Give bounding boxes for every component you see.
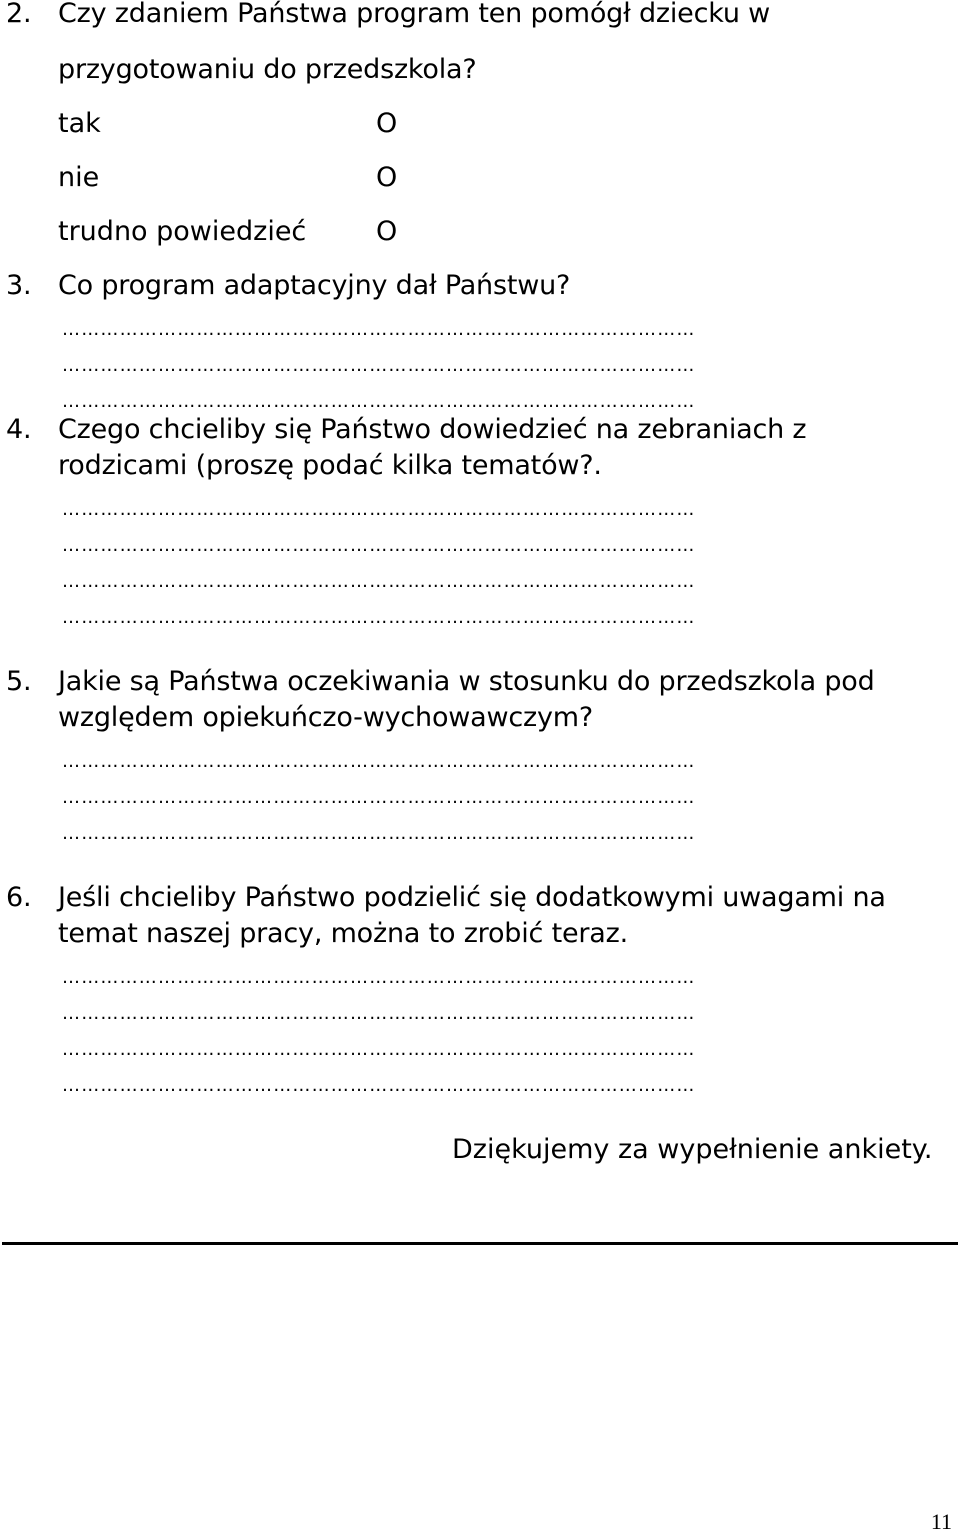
q4-text-line2: rodzicami (proszę podać kilka tematów?.	[58, 450, 602, 481]
q6-answer-line-2[interactable]: ………………………………………………………………………………………	[62, 1004, 696, 1024]
q5-answer-line-2[interactable]: ………………………………………………………………………………………	[62, 788, 696, 808]
closing-thanks: Dziękujemy za wypełnienie ankiety.	[452, 1134, 933, 1165]
q2-option-tak-radio[interactable]: O	[376, 108, 398, 139]
q3-number: 3.	[6, 270, 32, 301]
q3-answer-line-1[interactable]: ………………………………………………………………………………………	[62, 320, 696, 340]
q4-text-line1: Czego chcieliby się Państwo dowiedzieć na zebraniach z	[58, 414, 807, 445]
q6-text-line2: temat naszej pracy, można to zrobić teraz.	[58, 918, 628, 949]
q2-number: 2.	[6, 0, 32, 29]
q2-option-nie-radio[interactable]: O	[376, 162, 398, 193]
q6-answer-line-4[interactable]: ………………………………………………………………………………………	[62, 1076, 696, 1096]
q4-answer-line-1[interactable]: ………………………………………………………………………………………	[62, 500, 696, 520]
footer-rule	[2, 1242, 958, 1245]
q4-answer-line-2[interactable]: ………………………………………………………………………………………	[62, 536, 696, 556]
q5-answer-line-3[interactable]: ………………………………………………………………………………………	[62, 824, 696, 844]
q6-text-line1: Jeśli chcieliby Państwo podzielić się dodatkowymi uwagami na	[58, 882, 886, 913]
q4-answer-line-3[interactable]: ………………………………………………………………………………………	[62, 572, 696, 592]
q3-text-line1: Co program adaptacyjny dał Państwu?	[58, 270, 571, 301]
q6-answer-line-1[interactable]: ………………………………………………………………………………………	[62, 968, 696, 988]
q3-answer-line-2[interactable]: ………………………………………………………………………………………	[62, 356, 696, 376]
q2-option-trudno-label: trudno powiedzieć	[58, 216, 307, 247]
q2-option-tak-label: tak	[58, 108, 101, 139]
q2-text-line1: Czy zdaniem Państwa program ten pomógł dziecku w	[58, 0, 770, 29]
page-number: 11	[930, 1509, 952, 1534]
q5-text-line2: względem opiekuńczo-wychowawczym?	[58, 702, 593, 733]
q4-number: 4.	[6, 414, 32, 445]
q4-answer-line-4[interactable]: ………………………………………………………………………………………	[62, 608, 696, 628]
q2-text-line2: przygotowaniu do przedszkola?	[58, 54, 477, 85]
q2-option-nie-label: nie	[58, 162, 100, 193]
q2-option-trudno-radio[interactable]: O	[376, 216, 398, 247]
q6-number: 6.	[6, 882, 32, 913]
q5-text-line1: Jakie są Państwa oczekiwania w stosunku do przedszkola pod	[58, 666, 875, 697]
q5-number: 5.	[6, 666, 32, 697]
q6-answer-line-3[interactable]: ………………………………………………………………………………………	[62, 1040, 696, 1060]
q3-answer-line-3[interactable]: ………………………………………………………………………………………	[62, 392, 696, 412]
q5-answer-line-1[interactable]: ………………………………………………………………………………………	[62, 752, 696, 772]
